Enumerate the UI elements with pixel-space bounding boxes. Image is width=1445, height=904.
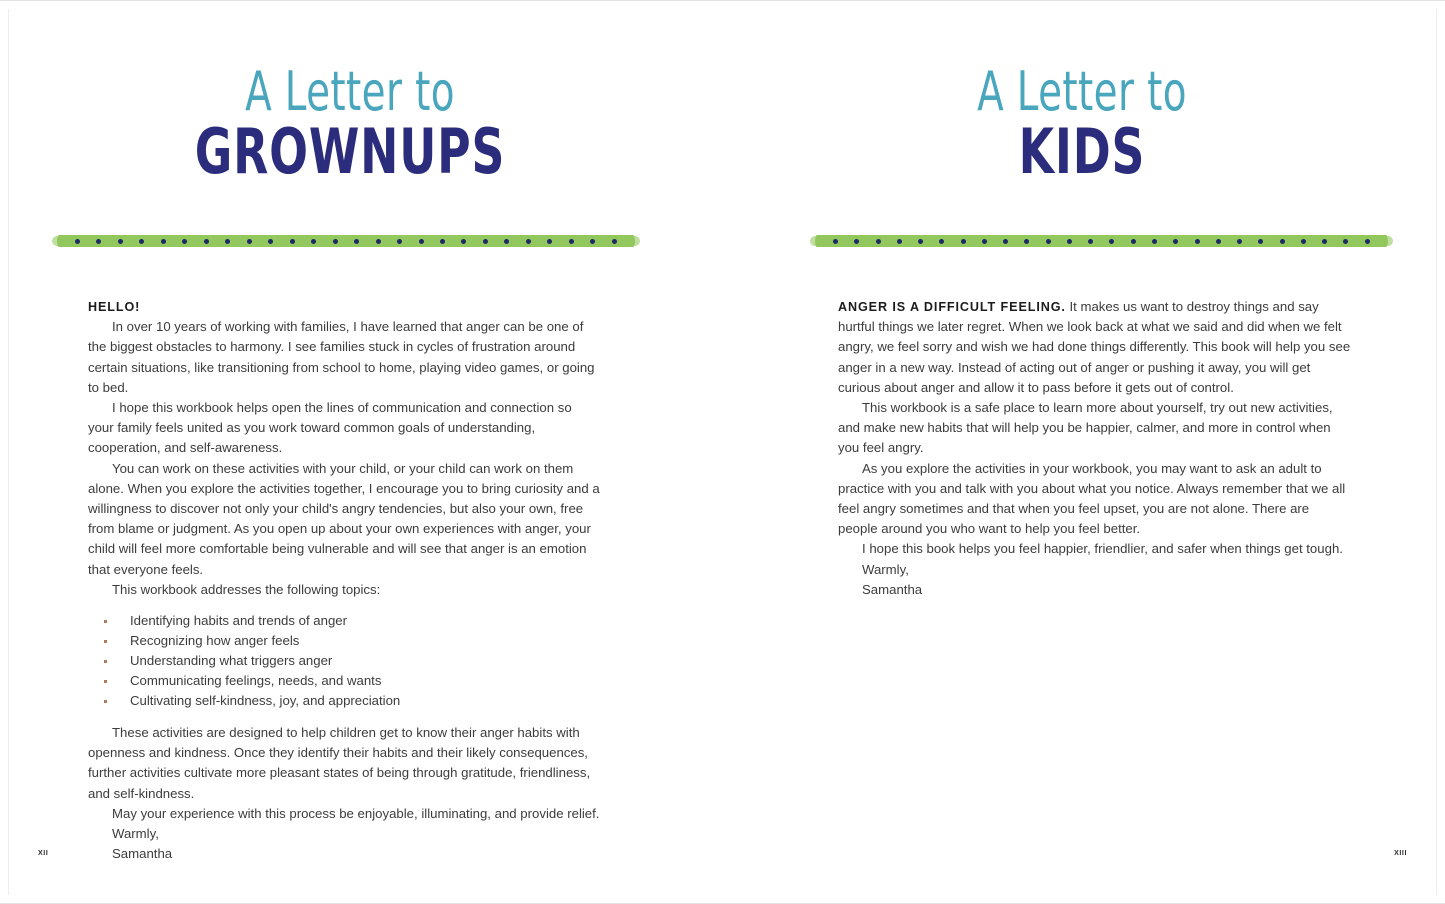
- heading-line-script: A Letter to: [245, 60, 455, 123]
- divider-dot: [939, 239, 944, 244]
- divider-dot: [569, 239, 574, 244]
- page-number-right: xiii: [1394, 847, 1407, 858]
- divider-dot: [419, 239, 424, 244]
- paragraph: This workbook addresses the following topics:: [112, 581, 381, 597]
- page-right: [722, 1, 1445, 904]
- divider-dot: [504, 239, 509, 244]
- divider-dot: [1365, 239, 1370, 244]
- topics-list: [88, 611, 600, 711]
- paragraph: This workbook is a safe place to learn more about yourself, try out new activities, and make new habits that will help you be happier, calmer, and more in control when you feel angry.: [838, 400, 1333, 456]
- divider-dot: [526, 239, 531, 244]
- divider-dot: [225, 239, 230, 244]
- signoff: Warmly,: [862, 561, 909, 577]
- divider-dot: [854, 239, 859, 244]
- divider-dot: [1216, 239, 1221, 244]
- paragraph: I hope this workbook helps open the lines of communication and connection so your family feels united as you work toward common goals of understanding, cooperation, and self-awareness.: [88, 400, 572, 456]
- divider-dot: [139, 239, 144, 244]
- page-left: [0, 1, 722, 904]
- divider-dot: [1173, 239, 1178, 244]
- heading-line-display: GROWNUPS: [194, 115, 506, 188]
- paragraph: You can work on these activities with your child, or your child can work on them alone. When you explore the activities together, I encourage you to bring curiosity and a willingness to discover not only your child's angry tendencies, but also your own, free from blame or judgment. As you open up about your own experiences with anger, your child will feel more comfortable being vulnerable and will see that anger is an emotion that everyone feels.: [88, 460, 600, 577]
- divider-dot: [1237, 239, 1242, 244]
- lead-in-hello: [88, 297, 600, 317]
- list-item: Recognizing how anger feels: [104, 631, 600, 651]
- divider-dot: [397, 239, 402, 244]
- signature: Samantha: [112, 846, 173, 862]
- divider-dot: [1280, 239, 1285, 244]
- list-item: Understanding what triggers anger: [104, 651, 600, 671]
- divider-dot: [876, 239, 881, 244]
- letter-body-grownups: [88, 297, 600, 864]
- divider-dot: [918, 239, 923, 244]
- heading-block: [742, 60, 1422, 188]
- divider-dot: [1088, 239, 1093, 244]
- heading-block: [0, 60, 700, 188]
- divider-dot: [483, 239, 488, 244]
- divider-dot: [311, 239, 316, 244]
- divider-dot: [1322, 239, 1327, 244]
- divider-dot: [833, 239, 838, 244]
- list-item: Cultivating self-kindness, joy, and appreciation: [104, 691, 600, 711]
- page-title-kids: [742, 60, 1422, 188]
- list-item: Communicating feelings, needs, and wants: [104, 671, 600, 691]
- divider-dot: [376, 239, 381, 244]
- divider-dot: [182, 239, 187, 244]
- paragraph: As you explore the activities in your workbook, you may want to ask an adult to practice with you and talk with you about what you notice. Always remember that we all feel angry sometimes and that when you feel upset, you are not alone. There are people around you who want to help you feel better.: [838, 460, 1346, 537]
- divider-dot: [461, 239, 466, 244]
- divider-dot: [333, 239, 338, 244]
- divider-dot: [247, 239, 252, 244]
- divider-dot: [290, 239, 295, 244]
- divider-dot: [1301, 239, 1306, 244]
- divider-dot-row: [815, 233, 1388, 249]
- divider-dot: [118, 239, 123, 244]
- paragraph: In over 10 years of working with families, I have learned that anger can be one of the biggest obstacles to harmony. I see families stuck in cycles of frustration around certain situations, like transitioning from school to home, playing video games, or going to bed.: [88, 319, 595, 395]
- page-title-grownups: [0, 60, 700, 188]
- divider-dot: [96, 239, 101, 244]
- divider-dot: [1343, 239, 1348, 244]
- divider-dot: [590, 239, 595, 244]
- divider-dot: [1003, 239, 1008, 244]
- signature: Samantha: [862, 581, 923, 597]
- heading-line-display: KIDS: [1018, 115, 1146, 188]
- divider-dot-row: [57, 233, 635, 249]
- divider-dot: [1109, 239, 1114, 244]
- divider-dot: [161, 239, 166, 244]
- divider-dot: [268, 239, 273, 244]
- divider-ornament-left: [57, 233, 635, 249]
- divider-dot: [1046, 239, 1051, 244]
- page-number-left: xii: [38, 847, 49, 858]
- divider-dot: [440, 239, 445, 244]
- paragraph: I hope this book helps you feel happier, friendlier, and safer when things get tough.: [862, 541, 1343, 557]
- paragraph: These activities are designed to help children get to know their anger habits with openness and kindness. Once they identify their habits and their likely consequences, further activities cultivate more pleasant states of being through gratitude, friendliness, and self-kindness.: [88, 725, 591, 801]
- divider-dot: [1258, 239, 1263, 244]
- lead-label: HELLO!: [88, 300, 141, 314]
- paragraph: May your experience with this process be enjoyable, illuminating, and provide relief.: [112, 805, 600, 821]
- divider-dot: [204, 239, 209, 244]
- lead-in-paragraph: [838, 297, 1352, 398]
- divider-dot: [547, 239, 552, 244]
- divider-dot: [1067, 239, 1072, 244]
- divider-dot: [961, 239, 966, 244]
- divider-dot: [1195, 239, 1200, 244]
- lead-label: ANGER IS A DIFFICULT FEELING.: [838, 300, 1066, 314]
- divider-dot: [897, 239, 902, 244]
- heading-line-script: A Letter to: [977, 60, 1187, 123]
- divider-ornament-right: [815, 233, 1388, 249]
- divider-dot: [982, 239, 987, 244]
- list-item: Identifying habits and trends of anger: [104, 611, 600, 631]
- letter-body-kids: [838, 297, 1352, 600]
- lead-rest: It makes us want to destroy things and say hurtful things we later regret. When we look back at what we said and did when we felt angry, we feel sorry and wish we had done things differently. This book will help you see anger in a new way. Instead of acting out of anger or pushing it away, you will get curious about anger and allow it to pass before it gets out of control.: [838, 299, 1351, 395]
- divider-dot: [1024, 239, 1029, 244]
- divider-dot: [1131, 239, 1136, 244]
- divider-dot: [612, 239, 617, 244]
- divider-dot: [75, 239, 80, 244]
- divider-dot: [1152, 239, 1157, 244]
- signoff: Warmly,: [112, 826, 159, 842]
- divider-dot: [354, 239, 359, 244]
